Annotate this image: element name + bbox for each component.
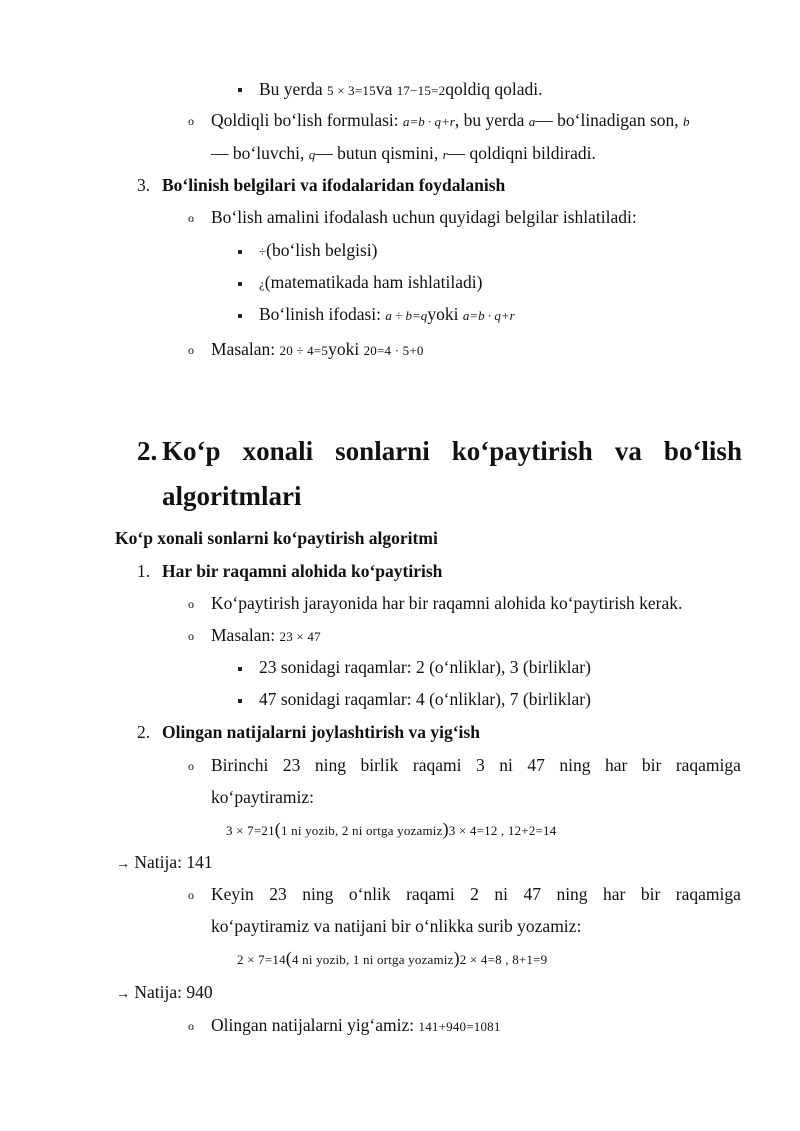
circle-bullet-icon: o xyxy=(188,629,194,643)
math-expr: 141+940=1081 xyxy=(418,1019,501,1034)
result-line xyxy=(116,981,213,1006)
result-text: Natija: 940 xyxy=(134,982,213,1002)
word: 47 xyxy=(523,884,541,904)
text: yoki xyxy=(328,339,364,359)
calc-note: 1 ni yozib, 2 ni ortga yozamiz xyxy=(280,823,443,838)
text: Bo‘linish ifodasi: xyxy=(259,304,386,324)
square-bullet-icon xyxy=(238,250,242,254)
word: Keyin xyxy=(211,884,254,904)
heading-word: bo‘lish xyxy=(663,436,742,466)
word: ni xyxy=(499,755,513,775)
heading-word: ko‘paytirish xyxy=(451,436,593,466)
word: ning xyxy=(302,884,334,904)
sign-item xyxy=(259,271,482,295)
square-bullet-icon xyxy=(238,282,242,286)
result-text: Natija: 141 xyxy=(134,852,213,872)
square-bullet-icon xyxy=(238,88,242,92)
list-number: 2. xyxy=(137,722,151,742)
formula-line-1 xyxy=(211,109,690,133)
word: raqami xyxy=(406,884,455,904)
word: Birinchi xyxy=(211,755,269,775)
calculation-line xyxy=(226,818,556,842)
text: — butun qismini, xyxy=(315,143,443,163)
circle-bullet-icon: o xyxy=(188,888,194,902)
math-expr: 20 ÷ 4=5 xyxy=(279,343,329,358)
list-number: 1. xyxy=(137,561,151,581)
text: Masalan: xyxy=(211,339,280,359)
word: o‘nlik xyxy=(348,884,391,904)
result-line xyxy=(116,851,213,876)
text: qoldiq qoladi. xyxy=(445,79,543,99)
word: har xyxy=(603,884,626,904)
remainder-example-line xyxy=(259,78,543,102)
math-var: b xyxy=(683,114,690,129)
word: raqami xyxy=(412,755,462,775)
word: raqamiga xyxy=(675,755,741,775)
list-number: 3. xyxy=(137,175,151,195)
item-title: Olingan natijalarni joylashtirish va yig‘ish xyxy=(162,722,480,742)
section-heading-number: 2. xyxy=(137,436,158,466)
text: — qoldiqni bildiradi. xyxy=(447,143,596,163)
square-bullet-icon xyxy=(238,699,242,703)
sum-line xyxy=(211,1014,501,1038)
math-expr: 2 × 4=8 , 8+1=9 xyxy=(459,952,548,967)
paragraph-line-2: ko‘paytiramiz va natijani bir o‘nlikka surib yozamiz: xyxy=(211,916,582,936)
heading-word: sonlarni xyxy=(335,436,430,466)
circle-bullet-icon: o xyxy=(188,759,194,773)
math-expr: 23 × 47 xyxy=(279,629,321,644)
item-title: Bo‘linish belgilari va ifodalaridan foydalanish xyxy=(162,175,506,195)
text: (matematikada ham ishlatiladi) xyxy=(264,272,483,292)
word: 47 xyxy=(527,755,545,775)
circle-bullet-icon: o xyxy=(188,114,194,128)
paren-close: ) xyxy=(453,948,460,968)
text: Olingan natijalarni yig‘amiz: xyxy=(211,1015,419,1035)
arrow-right-icon: → xyxy=(116,987,130,1002)
calculation-line xyxy=(237,947,547,971)
word: ni xyxy=(494,884,508,904)
digits-item: 47 sonidagi raqamlar: 4 (o‘nliklar), 7 (birliklar) xyxy=(259,689,591,709)
math-expr: 17−15=2 xyxy=(396,83,446,98)
word: ning xyxy=(559,755,591,775)
section-heading-line-1 xyxy=(162,434,742,468)
text: — bo‘linadigan son, xyxy=(535,110,684,130)
text: Qoldiqli bo‘lish formulasi: xyxy=(211,110,404,130)
text: va xyxy=(375,79,397,99)
calc-note: 4 ni yozib, 1 ni ortga yozamiz xyxy=(291,952,454,967)
word: birlik xyxy=(360,755,399,775)
math-expr: 20=4 · 5+0 xyxy=(363,343,424,358)
math-expr: 3 × 4=12 , 12+2=14 xyxy=(448,823,557,838)
example-line xyxy=(211,338,424,362)
word: ning xyxy=(314,755,346,775)
math-expr: a=b · q+r xyxy=(403,114,455,129)
math-expr: a=b · q+r xyxy=(462,308,515,323)
paragraph-line-1 xyxy=(211,754,741,776)
circle-bullet-icon: o xyxy=(188,1019,194,1033)
example-line xyxy=(211,624,321,648)
math-expr: 2 × 7=14 xyxy=(237,952,286,967)
signs-intro: Bo‘lish amalini ifodalash uchun quyidagi belgilar ishlatiladi: xyxy=(211,207,637,227)
paren-open: ( xyxy=(274,819,281,839)
circle-bullet-icon: o xyxy=(188,343,194,357)
word: 3 xyxy=(476,755,485,775)
text: Masalan: xyxy=(211,625,280,645)
circle-bullet-icon: o xyxy=(188,597,194,611)
paragraph-line-1 xyxy=(211,883,741,905)
formula-line-2 xyxy=(211,142,596,166)
math-var: q xyxy=(308,147,316,162)
subheading: Ko‘p xonali sonlarni ko‘paytirish algoritmi xyxy=(115,528,438,548)
paragraph: Ko‘paytirish jarayonida har bir raqamni alohida ko‘paytirish kerak. xyxy=(211,593,683,613)
sign-item xyxy=(259,303,515,327)
word: 2 xyxy=(470,884,479,904)
text: (bo‘lish belgisi) xyxy=(266,240,378,260)
paren-close: ) xyxy=(442,819,449,839)
word: bir xyxy=(641,755,662,775)
heading-word: Ko‘p xyxy=(162,436,221,466)
text: , bu yerda xyxy=(454,110,529,130)
inverted-question-sign: ¿ xyxy=(259,276,265,291)
word: 23 xyxy=(269,884,287,904)
math-expr: a ÷ b=q xyxy=(385,308,428,323)
text: — bo‘luvchi, xyxy=(211,143,309,163)
item-title: Har bir raqamni alohida ko‘paytirish xyxy=(162,561,443,581)
section-heading-line-2: algoritmlari xyxy=(162,481,302,511)
square-bullet-icon xyxy=(238,667,242,671)
word: har xyxy=(605,755,628,775)
arrow-right-icon: → xyxy=(116,857,130,872)
division-sign: ÷ xyxy=(259,244,267,259)
math-expr: 5 × 3=15 xyxy=(327,83,376,98)
math-var: r xyxy=(442,147,448,162)
word: 23 xyxy=(282,755,301,775)
sign-item xyxy=(259,239,377,263)
math-var: a xyxy=(528,114,536,129)
square-bullet-icon xyxy=(238,314,242,318)
text: yoki xyxy=(427,304,463,324)
digits-item: 23 sonidagi raqamlar: 2 (o‘nliklar), 3 (birliklar) xyxy=(259,657,591,677)
word: ning xyxy=(556,884,588,904)
word: bir xyxy=(640,884,661,904)
circle-bullet-icon: o xyxy=(188,211,194,225)
heading-word: va xyxy=(614,436,642,466)
text: Bu yerda xyxy=(259,79,328,99)
paragraph-line-2: ko‘paytiramiz: xyxy=(211,787,315,807)
paren-open: ( xyxy=(285,948,292,968)
math-expr: 3 × 7=21 xyxy=(226,823,275,838)
word: raqamiga xyxy=(675,884,741,904)
heading-word: xonali xyxy=(242,436,314,466)
